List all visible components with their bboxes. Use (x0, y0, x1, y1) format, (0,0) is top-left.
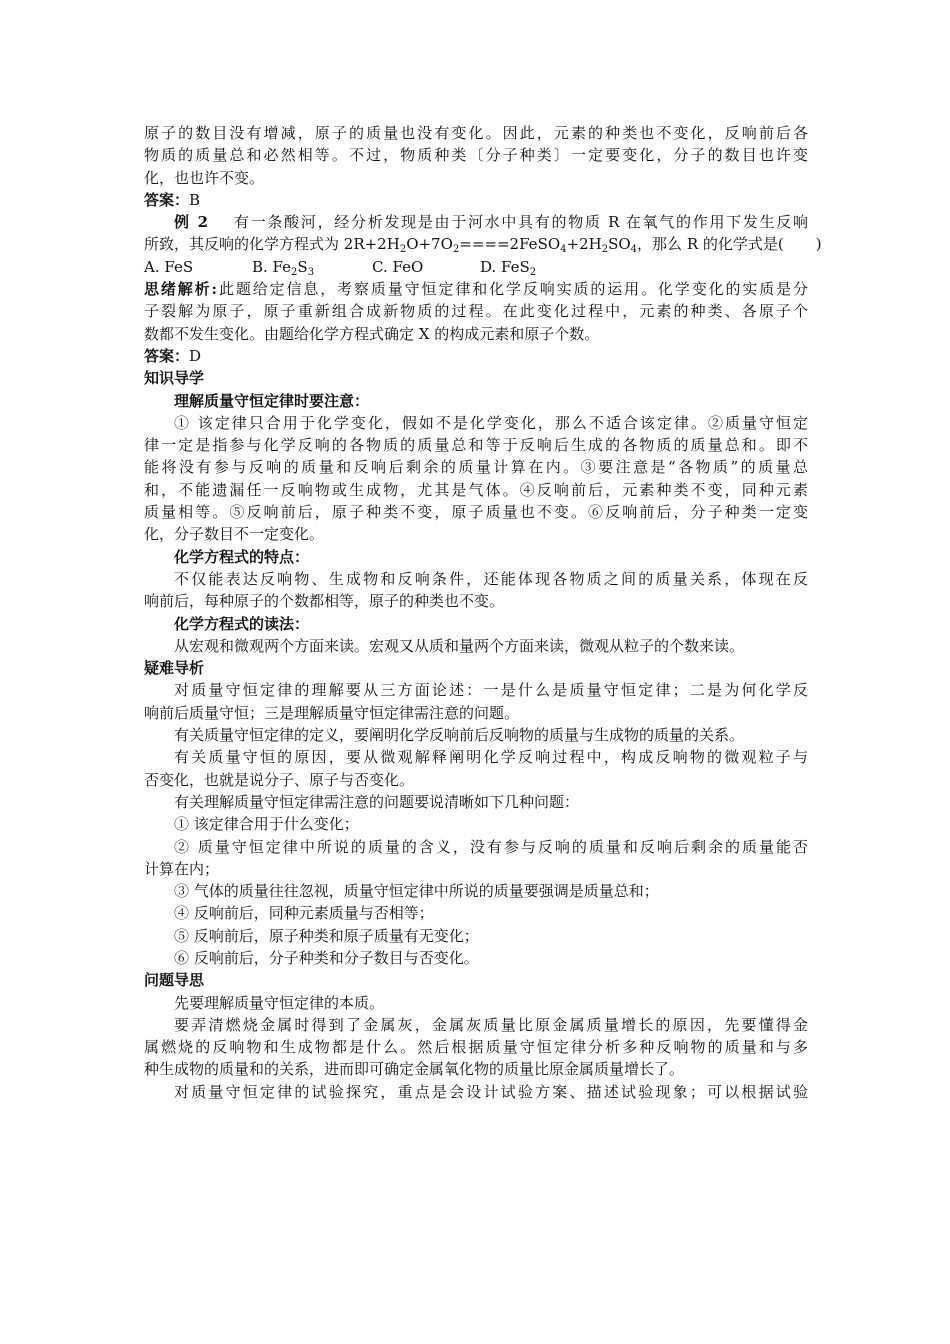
text-line: 种生成物的质量和的关系，进而即可确定金属氧化物的质量比原金属质量增长了。 (144, 1060, 685, 1079)
knowledge-paragraph-3 (144, 635, 808, 657)
analysis-label: 思绪解析: (144, 280, 218, 299)
text-line: 原子的数目没有增减，原子的质量也没有变化。因此，元素的种类也不变化，反响前后各 (144, 124, 808, 142)
text-line: 子裂解为原子，原子重新组合成新物质的过程。在此变化过程中，元素的种类、各原子个 (144, 302, 808, 321)
example-equation-line: 所致，其反响的化学方程式为 $2R+2H_2O+7O_2====2FeSO_4+2H_2SO_4$，那么 R 的化学式是( ) (144, 235, 822, 256)
section-heading-knowledge: 知识导学 (144, 369, 205, 388)
example-text: 有一条酸河，经分析发现是由于河水中具有的物质 R 在氧气的作用下发生反响 (234, 213, 808, 232)
text-line: 思绪解析:此题给定信息，考察质量守恒定律和化学反响实质的运用。化学变化的实质是分 (144, 280, 808, 299)
question-paragraph-1 (144, 992, 808, 1014)
text-line: 响前后质量守恒；三是理解质量守恒定律需注意的问题。 (144, 703, 520, 722)
answer-value: D (189, 346, 202, 365)
text-line: 和，不能遗漏任一反响物或生成物，尤其是气体。④反响前后，元素种类不变，同种元素 (144, 480, 808, 499)
section-heading-difficulty: 疑难导析 (144, 659, 205, 678)
text-line: 从宏观和微观两个方面来读。宏观又从质和量两个方面来读，微观从粒子的个数来读。 (174, 636, 745, 655)
subheading: 化学方程式的特点： (174, 547, 310, 566)
text-line: 有关理解质量守恒定律需注意的问题要说清晰如下几种问题： (174, 792, 580, 811)
example-label: 例 2 (174, 213, 209, 232)
difficulty-paragraph-3 (144, 746, 808, 791)
text-line: 先要理解质量守恒定律的本质。 (174, 993, 385, 1012)
text-line: 数都不发生变化。由题给化学方程式确定 X 的构成元素和原子个数。 (144, 324, 600, 343)
list-item: ④ 反响前后，同种元素质量与否相等； (174, 904, 434, 923)
option-d: D. FeS$_2$ (480, 257, 537, 278)
subheading: 化学方程式的读法： (174, 614, 310, 633)
answer-label: 答案： (144, 190, 190, 209)
list-item: ⑥ 反响前后，分子种类和分子数目与否变化。 (174, 948, 479, 967)
knowledge-paragraph-2 (144, 568, 808, 613)
text-line: 响前后，每种原子的个数都相等，原子的种类也不变。 (144, 592, 505, 611)
options-row (144, 256, 808, 278)
text-line: 否变化，也就是说分子、原子与否变化。 (144, 770, 415, 789)
example-line (144, 211, 808, 233)
list-item: ⑤ 反响前后，原子种类和原子质量有无变化； (174, 926, 479, 945)
text-line: 对质量守恒定律的试验探究，重点是会设计试验方案、描述试验现象；可以根据试验 (174, 1082, 808, 1101)
text-line: 属燃烧的反响物和生成物都是什么。然后根据质量守恒定律分析多种反响物的质量和与多 (144, 1038, 808, 1057)
text-line: 能将没有参与反响的质量和反响后剩余的质量计算在内。③要注意是“各物质”的质量总 (144, 458, 808, 477)
text-line: 要弄清燃烧金属时得到了金属灰，金属灰质量比原金属质量增长的原因，先要懂得金 (174, 1015, 808, 1034)
answer-1 (144, 189, 808, 211)
difficulty-paragraph-4 (144, 791, 808, 813)
text-line: 质量相等。⑤反响前后，原子种类不变，原子质量也不变。⑥反响前后，分子种类一定变 (144, 503, 808, 522)
text-line: 律一定是指参与化学反响的各物质的质量总和等于反响后生成的各物质的质量总和。即不 (144, 436, 808, 455)
text-line: 对质量守恒定律的理解要从三方面论述：一是什么是质量守恒定律；二是为何化学反 (174, 681, 808, 700)
list-item-continued: 计算在内； (144, 859, 220, 878)
list-item: ② 质量守恒定律中所说的质量的含义，没有参与反响的质量和反响后剩余的质量能否 (174, 837, 808, 856)
text-line: 化，分子数目不一定变化。 (144, 525, 325, 544)
option-c: C. FeO (372, 257, 424, 276)
question-paragraph-3 (144, 1081, 808, 1103)
knowledge-paragraph-1 (144, 412, 808, 546)
list-item: ① 该定律合用于什么变化； (174, 815, 359, 834)
text-line: 有关质量守恒定律的定义，要阐明化学反响前后反响物的质量与生成物的质量的关系。 (174, 726, 745, 745)
question-paragraph-2 (144, 1014, 808, 1081)
text-line: ① 该定律只合用于化学变化，假如不是化学变化，那么不适合该定律。②质量守恒定 (174, 413, 808, 432)
text-line: 化，也也许不变。 (144, 168, 265, 187)
intro-paragraph (144, 122, 808, 189)
answer-label: 答案： (144, 346, 190, 365)
analysis (144, 278, 808, 345)
section-heading-question: 问题导思 (144, 971, 205, 990)
answer-value: B (189, 190, 201, 209)
text-line: 物质的质量总和必然相等。不过，物质种类〔分子种类〕一定要变化，分子的数目也许变 (144, 146, 808, 165)
example-2 (144, 211, 822, 278)
difficulty-paragraph-1 (144, 679, 808, 724)
option-b: B. $Fe_2S_3$ (252, 257, 315, 278)
option-a: A. FeS (144, 257, 194, 276)
document-page (144, 122, 822, 1103)
list-item: ③ 气体的质量往往忽视，质量守恒定律中所说的质量要强调是质量总和； (174, 882, 659, 901)
text-line: 不仅能表达反响物、生成物和反响条件，还能体现各物质之间的质量关系，体现在反 (174, 569, 808, 588)
difficulty-paragraph-2 (144, 724, 808, 746)
difficulty-list (144, 813, 808, 969)
subheading: 理解质量守恒定律时要注意： (174, 391, 370, 410)
text-line: 有关质量守恒的原因，要从微观解释阐明化学反响过程中，构成反响物的微观粒子与 (174, 748, 808, 767)
answer-2 (144, 345, 808, 367)
